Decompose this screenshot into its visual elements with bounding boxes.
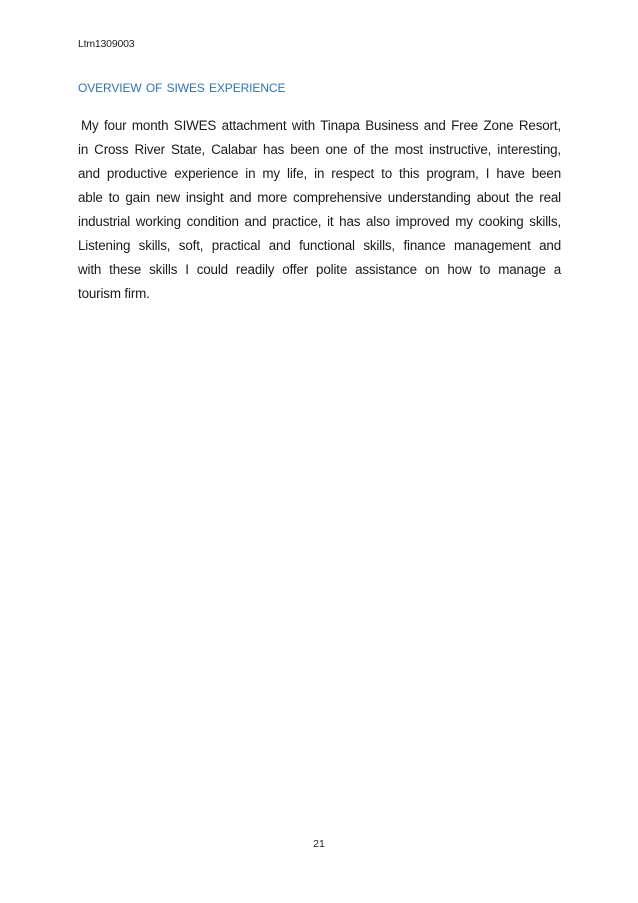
- paragraph-line: in Cross River State, Calabar has been one of the most instructive, interesting,: [78, 142, 561, 157]
- paragraph-line: tourism firm.: [78, 286, 150, 301]
- paragraph-line: and productive experience in my life, in respect to this program, I have been: [78, 166, 561, 181]
- page-number: 21: [313, 838, 325, 850]
- paragraph-line: My four month SIWES attachment with Tinapa Business and Free Zone Resort,: [81, 118, 561, 133]
- paragraph-line: industrial working condition and practice, it has also improved my cooking skills,: [78, 214, 561, 229]
- section-heading: OVERVIEW OF SIWES EXPERIENCE: [78, 81, 286, 95]
- paragraph-line: Listening skills, soft, practical and functional skills, finance management and: [78, 238, 561, 253]
- document-id: Ltm1309003: [78, 38, 135, 50]
- paragraph-line: with these skills I could readily offer polite assistance on how to manage a: [78, 262, 561, 277]
- body-paragraph: [78, 114, 561, 306]
- paragraph-line: able to gain new insight and more comprehensive understanding about the real: [78, 190, 561, 205]
